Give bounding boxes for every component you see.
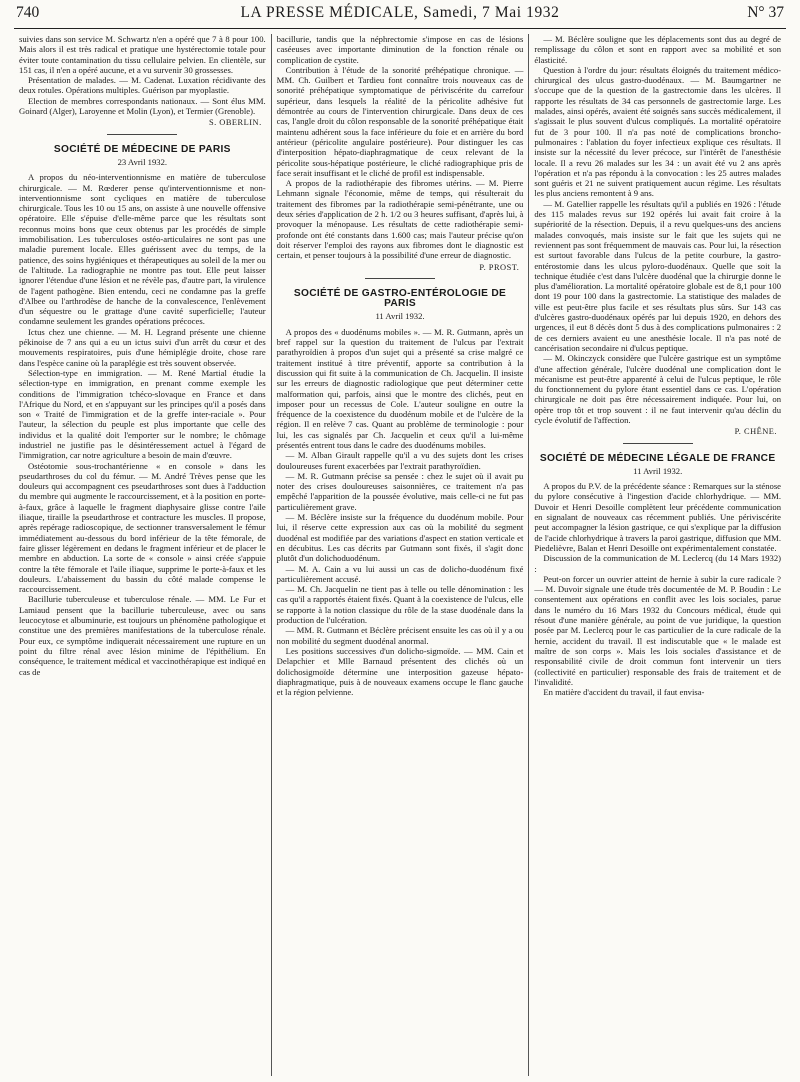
article-columns: [14, 34, 786, 1076]
society-heading: SOCIÉTÉ DE GASTRO-ENTÉROLOGIE DE PARIS: [293, 287, 507, 310]
paragraph: — M. Béclère insiste sur la fréquence du duodénum mobile. Pour lui, il réserve cette expression aux cas où la mobilité du segment duodénal est modifiée par des variations d'aspect en station verticale et en décubitus. Les cas décrits par Gutmann sont fixés, il s'agit donc plutôt d'un dolichoduodénum.: [276, 512, 524, 564]
signature: P. PROST.: [479, 262, 520, 272]
paragraph: — M. Béclère souligne que les déplacements sont dus au degré de remplissage du côlon et sont en rapport avec sa mobilité et son élasticité.: [534, 34, 782, 65]
column-1: [14, 34, 271, 1076]
column-2: [271, 34, 529, 1076]
paragraph: — M. Ch. Jacquelin ne tient pas à telle ou telle dénomination : les cas qu'il a rapportés étaient fixés. Quant à la coexistence de l'ulcus, elle se rapporte à la notion classique du rôle de la stase duodénale dans la production de l'ulcération.: [276, 584, 524, 626]
journal-title: LA PRESSE MÉDICALE, Samedi, 7 Mai 1932: [240, 4, 560, 21]
signature: S. OBERLIN.: [208, 118, 262, 128]
paragraph: Question à l'ordre du jour: résultats éloignés du traitement médico-chirurgical des ulcus gastro-duodénaux. — M. Baumgartner ne s'occupe que de la question de la gastrectomie dans les ulcères. Il rapporte les résultats de 34 cas personnels de gastrectomie large. Les malades, ainsi opérés, avaient été soignés sans succès médicalement, il s'agissait le plus souvent d'ulcus compliqués. La mortalité opératoire fut de 3 pour 100. Il n'a pas noté de complications broncho-pulmonaires : l'ablation du foyer infectieux explique ces résultats. Il insiste sur la nécessité du lever précoce, sur l'intérêt de l'anesthésie locale. Il a revu 26 malades sur les 34 : un avait été vu 2 ans après l'opération et n'a pas répondu à la convocation : les 25 autres malades sont guéris et 21 ne suivent pratiquement aucun régime. Les résultats les plus anciens remontent à 9 ans.: [534, 64, 782, 199]
paragraph: Peut-on forcer un ouvrier atteint de hernie à subir la cure radicale ? — M. Duvoir signale une étude très documentée de M. P. Boudin : Le consentement aux opérations en conflit avec les lois sociales, parue dans le numéro du 16 Mars 1932 du Concours médical, étude qui résout d'une manière générale, au point de vue juridique, la question posée par M. Leclercq pour le cas particulier de la cure radicale de la hernie, accident du travail. Il est indiscutable que « le malade est maître de son corps ». Mais les lois sociales d'assistance et de responsabilité civile de droit commun font intervenir un tiers (collectivité en particulier) responsable des frais de traitement et de l'invalidité.: [534, 573, 782, 687]
society-heading: SOCIÉTÉ DE MÉDECINE DE PARIS: [53, 143, 231, 155]
paragraph: — M. A. Cain a vu lui aussi un cas de dolicho-duodénum fixé particulièrement accusé.: [276, 563, 524, 584]
paragraph: A propos de la radiothérapie des fibromes utérins. — M. Pierre Lehmann signale l'économie, même de temps, qui résulterait du traitement des fibromes par la radiothérapie semi-pénétrante, une ou deux séries d'application de 2 h. 1/2 ou 3 heures suffisant, d'après lui, à provoquer la ménopause. Les résultats de cette radiothérapie semi-profonde ont été constants dans 1.600 cas; mais l'auteur précise qu'on doit réserver l'emploi des rayons aux fibromes dont le diagnostic est certain, et penser toujours à la possibilité d'une erreur de diagnostic.: [276, 178, 524, 261]
society-heading: SOCIÉTÉ DE MÉDECINE LÉGALE DE FRANCE: [539, 452, 776, 464]
paragraph: Ostéotomie sous-trochantérienne « en console » dans les pseudarthroses du col du fémur. — M. André Trèves pense que les douleurs qui accompagnent ces pseudarthroses sont dues à l'adduction du membre qui augmente le raccourcissement, et à la position en porte-à-faux, grâce à laquelle le fragment diaphysaire glisse contre l'aile iliaque, tiraille la pseudarthrose et contracture les muscles. Il propose, après repérage radioscopique, de sectionner transversalement le fémur immédiatement au-dessous du bord inférieur de la tête fémorale, de faire glisser légèrement en dedans le fragment inférieur et de placer le membre en abduction. La sorte de « console » ainsi créée s'appuie contre la tête fémorale et l'aile iliaque, supprime le porte-à-faux et les douleurs. L'abaissement du bassin du côté malade compense le raccourcissement.: [19, 460, 266, 595]
issue-number: N° 37: [747, 4, 784, 21]
session-date: 23 Avril 1932.: [117, 156, 168, 167]
paragraph: A propos du néo-interventionnisme en matière de tuberculose chirurgicale. — M. Rœderer pense qu'interventionnisme et non-interventionnisme sont cycliques en matière de tuberculose chirurgicale. Tous les 10 ou 15 ans, on assiste à une nouvelle offensive opératoire. Elle s'épuise d'elle-même parce que les résultats sont reconnus moins bons que ceux obtenus par les procédés de simple immobilisation. Les tuberculoses ostéo-articulaires ne sont pas une maladie purement locale. Elles guérissent avec du temps, de la patience, des soins hygiéniques et thérapeutiques au soleil de la mer ou de l'altitude. La radiographie ne montre pas tout. Elle peut laisser ignorer l'étendue d'une lésion et ne révèle pas, d'autre part, la virulence de l'agent pathogène. Bien entendu, ceci ne condamne pas la greffe d'Albee ou l'arthrodèse de hanche de la convalescence, l'enlèvement d'un séquestre ou le grattage d'une cavité superficielle; l'auteur condamne seulement les grandes opérations précoces.: [19, 172, 266, 327]
paragraph: — MM. R. Gutmann et Béclère précisent ensuite les cas où il y a ou non mobilité du segment duodénal anormal.: [276, 625, 524, 646]
paragraph: — M. Gatellier rappelle les résultats qu'il a publiés en 1926 : l'étude des 115 malades revus sur 192 opérés lui avait fait croire à la supériorité de la résection. Depuis, il a revu quelques-uns des anciens malades convoqués, mais insiste sur le fait que les sujets qui ne reviennent pas sont fréquemment de mauvais cas. Pour lui, la résection est surtout favorable dans l'ulcus de la petite courbure, la gastro-entérostomie dans les ulcus pyloro-duodénaux. Quelle que soit la technique étudiée c'est dans l'ulcère duodénal que la chirurgie donne le plus d'amélioration. La mortalité opératoire globale est de 8,1 pour 100 dont 19 pour 100 dans la gastrectomie. La statistique des malades de ville est peut-être plus facile et ses résultats plus sûrs. Sur 143 cas d'ulcères gastro-duodénaux opérés par lui depuis 1920, en dehors des urgences, il eut 8 décès dont 5 dus à des complications pulmonaires : 2 de ces derniers avaient eu une anesthésie locale. Il n'a pas noté de cancérisation secondaire ni d'ulcus peptique.: [534, 198, 782, 353]
paragraph: Contribution à l'étude de la sonorité préhépatique chronique. — MM. Ch. Guilbert et Tardieu font connaître trois nouveaux cas de sonorité préhépatique symptomatique de périviscérite du carrefour supérieur, dans lesquels la réalité de la péricolite adhésive fut démontrée au cours de l'intervention chirurgicale. Dans deux de ces cas, l'angle droit du côlon responsable de la sonorité préhépatique était maintenu adhérent sous la face inférieure du foie et en arrière du bord antérieur (péricolite angulaire postérieure). Pour distinguer les cas d'interposition hépato-diaphragmatique de ceux relevant de la péricolite sous-hépatique postérieure, le cliché radiographique pris de face serait insuffisant et le cliché de profil est indispensable.: [276, 64, 524, 178]
page-header: [16, 4, 784, 26]
paragraph: Discussion de la communication de M. Leclercq (du 14 Mars 1932) :: [534, 553, 782, 574]
paragraph: Bacillurie tuberculeuse et tuberculose rénale. — MM. Le Fur et Lamiaud pensent que la bacillurie tuberculeuse, avec ou sans leucocytose et albuminurie, est toujours un phénomène pathologique et constitue une des premières manifestations de la tuberculose rénale. Pour eux, ce symptôme indiquerait nécessairement une rupture en un point du filtre rénal avec lésion minime de l'épithélium. En conséquence, le traitement médical et vaccinothérapique est indiqué en cas de: [19, 594, 266, 677]
signature: P. CHÊNE.: [734, 427, 778, 437]
paragraph: Présentation de malades. — M. Cadenat. Luxation récidivante des deux rotules. Opérations multiples. Guérison par myoplastie.: [19, 75, 266, 96]
header-rule: [14, 28, 786, 29]
paragraph: A propos du P.V. de la précédente séance : Remarques sur la sténose du pylore consécutive à l'ingestion d'acide chlorhydrique. — MM. Duvoir et Henri Desoille complètent leur précédente communication en signalant de nouveaux cas récemment publiés. Une périviscérite peut accompagner la lésion gastrique, ce qui s'explique par la diffusion de l'acide chlorhydrique à travers la paroi gastrique, diffusion que MM. Piedelièvre, Balan et Henri Desoille ont expérimentalement constatée.: [534, 481, 782, 553]
separator: [365, 278, 435, 279]
separator: [107, 134, 177, 135]
paragraph: Sélection-type en immigration. — M. René Martial étudie la sélection-type en immigration, en prenant comme exemple les conditions de l'immigration tchéco-slovaque en France et dans l'Afrique du Nord, et en s'appuyant sur les principes qu'il a posés dans son « Traité de l'immigration et de la greffe inter-raciale ». Pour l'auteur, la sélection du peuple est plus importante que celle des individus et la qualité doit l'emporter sur le nombre; le chômage industriel ne justifie pas le désintéressement actuel à l'égard de l'immigration, car notre agriculture a besoin de main d'œuvre.: [19, 367, 266, 461]
session-date: 11 Avril 1932.: [633, 465, 683, 476]
paragraph: — M. R. Gutmann précise sa pensée : chez le sujet où il avait pu noter des crises douloureuses saisonnières, ce traitement n'a pas empêché l'apparition de la poussée évolutive, mais celle-ci ne fut pas particulièrement grave.: [276, 470, 524, 512]
paragraph: — M. Okinczyck considère que l'ulcère gastrique est un symptôme d'une affection générale, l'ulcère duodénal une complication dont le mécanisme est peut-être apparenté à celui de l'ulcus peptique, le rôle du fonctionnement du pylore étant essentiel dans ce cas. L'opération chirurgicale ne doit pas être nécessairement indiquée. Pour lui, on opère trop tôt et trop souvent : il ne faut intervenir qu'au déclin du cycle évolutif de l'affection.: [534, 353, 782, 425]
paragraph: suivies dans son service M. Schwartz n'en a opéré que 7 à 8 pour 100. Mais alors il est très radical et pratique une hystérectomie totale pour éviter toute contamination du tissu cellulaire pelvien. En clientèle, sur 151 cas, il n'en a opéré aucune, et a vu survenir 30 grossesses.: [19, 34, 266, 75]
column-3: [528, 34, 786, 1076]
page-number: 740: [16, 4, 40, 21]
session-date: 11 Avril 1932.: [375, 311, 425, 322]
paragraph: Les positions successives d'un dolicho-sigmoïde. — MM. Cain et Delapchier et Mlle Barnaud présentent des clichés où un dolichosigmoïde détermine une interposition gazeuse hépato-diaphragmatique, puis à de nouveaux examens occupe le flanc gauche et la région pelvienne.: [276, 645, 524, 698]
separator: [623, 443, 693, 444]
paragraph: En matière d'accident du travail, il faut envisa-: [543, 687, 705, 698]
paragraph: Ictus chez une chienne. — M. H. Legrand présente une chienne pékinoise de 7 ans qui a eu un ictus suivi d'un arrêt du cœur et des mouvements respiratoires, puis d'une hémiplégie droite, chose rare dans l'espèce canine où la paraplégie est très souvent observée.: [19, 326, 266, 368]
paragraph: Election de membres correspondants nationaux. — Sont élus MM. Goinard (Alger), Laroyenne et Molin (Lyon), et Termier (Grenoble).: [19, 95, 266, 117]
paragraph: bacillurie, tandis que la néphrectomie s'impose en cas de lésions caséeuses avec importante diminution de la fonction rénale ou complication de cystite.: [276, 34, 524, 65]
paragraph: — M. Alban Girault rappelle qu'il a vu des sujets dont les crises douloureuses furent exacerbées par l'extrait parathyroïdien.: [276, 450, 524, 471]
paragraph: A propos des « duodénums mobiles ». — M. R. Gutmann, après un bref rappel sur la question du traitement de l'ulcus par l'extrait parathyroïdien à propos d'un sujet qui a présenté sa crise malgré ce traitement institué à titre préventif, apporte sa contribution à la discussion qui fit suite à la communication de Ch. Jacquelin. Il insiste sur les erreurs de diagnostic radiologique que peut déterminer cette malformation qui, parfois, ainsi que le montre des clichés, peut en imposer pour un recessus de Cole. L'auteur souligne en outre la fréquence de la coexistence du duodénum mobile et de l'ulcère de la région. Il en relève 7 cas. Quant au problème de terminologie : pour lui, les cas signalés par Ch. Jacquelin et ceux qu'il a lui-même présentés entrent tous dans le cadre des duodénums mobiles.: [276, 326, 524, 450]
